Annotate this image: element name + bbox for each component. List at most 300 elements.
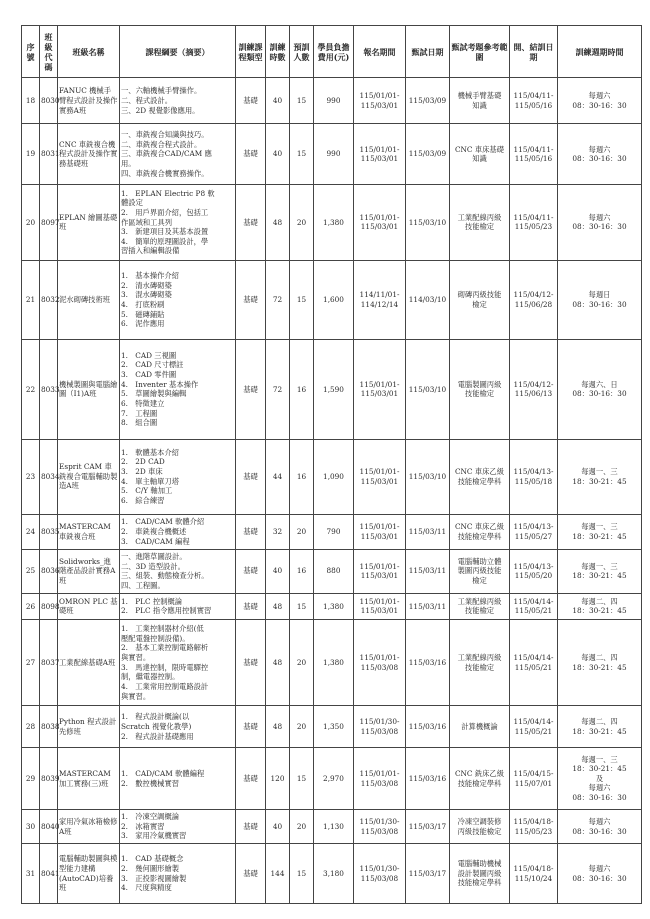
syllabus (120, 810, 236, 844)
exam-scope-line: 電腦輔助立體 (457, 556, 502, 566)
schedule-line: 18：30-21：45 (572, 764, 627, 774)
course-type: 基礎 (236, 260, 266, 340)
exam-scope-line: CNC 車床乙級 (454, 522, 505, 532)
exam-scope-line: 技能檢定 (464, 389, 495, 399)
registration-line: 115/03/08 (360, 873, 399, 883)
exam-scope-line: 技能檢定學科 (457, 878, 502, 888)
class-name: Solidworks_進階產品設計實務A班 (58, 549, 120, 593)
registration-period (354, 706, 406, 748)
training-period-line: 115/04/15- (513, 768, 554, 778)
table-row (22, 748, 642, 810)
training-period-line: 115/05/21 (514, 662, 553, 672)
training-period (510, 439, 558, 514)
registration-line: 114/11/01- (359, 290, 400, 300)
header-no: 序號 (22, 26, 40, 78)
training-period-line: 115/04/12- (513, 379, 554, 389)
syllabus-line: 5. 草圖繪製與編輯 (121, 389, 187, 399)
class-code: 8030 (40, 78, 58, 124)
syllabus-line: 2. 冰箱實習 (121, 821, 165, 831)
header-trainees: 預訓人數 (290, 26, 314, 78)
registration-line: 115/01/30- (359, 717, 400, 727)
syllabus-line: 2. 用戶界面介紹，包括工 (121, 207, 209, 217)
syllabus-line: 三、組裝、動態檢查分析。 (121, 571, 209, 581)
registration-line: 115/03/01 (360, 100, 399, 110)
trainee-count: 16 (290, 439, 314, 514)
training-period-line: 115/04/11- (513, 212, 554, 222)
schedule-line: 18：30-21：45 (572, 531, 627, 541)
header-name: 班級名稱 (58, 26, 120, 78)
syllabus-line: 4. 打底粉刷 (121, 299, 165, 309)
registration-line: 115/03/08 (360, 778, 399, 788)
registration-line: 115/01/01- (359, 212, 400, 222)
schedule-line: 每週一、三 (581, 754, 618, 764)
registration-line: 114/12/14 (360, 299, 399, 309)
registration-period (354, 185, 406, 261)
table-row (22, 549, 642, 593)
exam-scope (450, 620, 510, 706)
training-period-line: 115/04/14- (513, 596, 554, 606)
syllabus-line: 1. 工業控制器材介紹(低 (121, 624, 204, 634)
trainee-count: 16 (290, 340, 314, 439)
training-hours: 32 (266, 514, 290, 549)
table-row (22, 185, 642, 261)
exam-date: 115/03/10 (406, 439, 450, 514)
trainee-count: 15 (290, 844, 314, 904)
class-name: EPLAN 繪圖基礎班 (58, 185, 120, 261)
trainee-fee: 1,090 (314, 439, 354, 514)
class-name: MASTERCAM 車銑複合班 (58, 514, 120, 549)
schedule-line: 每週日 (588, 290, 611, 300)
trainee-count: 20 (290, 706, 314, 748)
training-period-line: 115/05/23 (514, 222, 553, 232)
class-code: 8097 (40, 185, 58, 261)
schedule-line: 08：30-16：30 (572, 793, 627, 803)
syllabus-line: 1. EPLAN Electric P8 軟 (121, 188, 215, 198)
schedule-line: 08：30-16：30 (572, 222, 627, 232)
table-row (22, 439, 642, 514)
registration-line: 115/01/30- (359, 864, 400, 873)
training-period-line: 115/04/13- (513, 522, 554, 532)
table-row (22, 593, 642, 620)
trainee-count: 16 (290, 549, 314, 593)
training-period (510, 593, 558, 620)
trainee-fee: 880 (314, 549, 354, 593)
registration-line: 115/01/30- (359, 817, 400, 827)
trainee-count: 15 (290, 593, 314, 620)
syllabus-line: 一、進階草圖設計。 (121, 552, 187, 562)
registration-line: 115/01/01- (359, 561, 400, 571)
training-hours: 48 (266, 185, 290, 261)
schedule-line: 每週一、三 (581, 561, 618, 571)
training-hours: 48 (266, 593, 290, 620)
training-schedule (558, 620, 642, 706)
training-period-line: 115/05/21 (514, 606, 553, 616)
class-name: MASTERCAM 加工實務(三)班 (58, 748, 120, 810)
exam-scope-line: 工業配線丙級 (457, 596, 502, 606)
trainee-fee: 990 (314, 124, 354, 185)
exam-date: 114/03/10 (406, 260, 450, 340)
syllabus-line: 1. CAD/CAM 軟體編程 (121, 768, 205, 778)
row-no: 21 (22, 260, 40, 340)
syllabus-line: 一、六軸機械手臂操作。 (121, 86, 202, 96)
syllabus (120, 78, 236, 124)
class-code: 8098 (40, 593, 58, 620)
syllabus-line: 制，繼電器控制。 (121, 672, 180, 682)
header-reg-period: 報名期間 (354, 26, 406, 78)
registration-period (354, 810, 406, 844)
registration-line: 115/03/01 (360, 531, 399, 541)
trainee-count: 20 (290, 514, 314, 549)
training-period (510, 185, 558, 261)
class-code: 8036 (40, 549, 58, 593)
training-period-line: 115/04/18- (513, 864, 554, 873)
course-type: 基礎 (236, 748, 266, 810)
course-type: 基礎 (236, 185, 266, 261)
syllabus-line: 8. 組合圖 (121, 418, 158, 428)
syllabus-line: 5. 磁磚鋪貼 (121, 309, 165, 319)
registration-line: 115/03/08 (360, 726, 399, 736)
exam-scope-line: 知識 (472, 100, 487, 110)
row-no: 22 (22, 340, 40, 439)
training-hours: 40 (266, 810, 290, 844)
class-code: 8035 (40, 514, 58, 549)
registration-line: 115/03/08 (360, 826, 399, 836)
trainee-fee: 1,590 (314, 340, 354, 439)
trainee-count: 15 (290, 78, 314, 124)
training-period-line: 115/10/24 (514, 873, 553, 883)
syllabus (120, 340, 236, 439)
header-fee: 學員負擔費用(元) (314, 26, 354, 78)
exam-date: 115/03/11 (406, 549, 450, 593)
exam-date: 115/03/11 (406, 593, 450, 620)
syllabus-line: 4. 簡單的原理圖設計，學 (121, 236, 209, 246)
syllabus-line: 6. 綜合練習 (121, 495, 165, 505)
class-name: 機械製圖與電腦繪圖（I1)A班 (58, 340, 120, 439)
trainee-fee: 3,180 (314, 844, 354, 904)
syllabus-line: 與實習。 (121, 691, 151, 701)
trainee-count: 20 (290, 810, 314, 844)
schedule-line: 08：30-16：30 (572, 826, 627, 836)
syllabus-line: 2. CAD 尺寸標註 (121, 360, 184, 370)
exam-scope-line: CNC 銑床乙級 (454, 768, 505, 778)
syllabus-line: 作區域和工具列 (121, 217, 173, 227)
exam-date: 115/03/17 (406, 810, 450, 844)
syllabus-line: 4. 尺度與精度 (121, 883, 172, 893)
class-name: Esprit CAM 車銑複合電腦輔助製造A班 (58, 439, 120, 514)
class-code: 8034 (40, 439, 58, 514)
exam-scope-line: 製圖丙級技能 (457, 566, 502, 576)
exam-date: 115/03/17 (406, 844, 450, 904)
table-row (22, 78, 642, 124)
training-period-line: 115/04/14- (513, 717, 554, 727)
schedule-line: 08：30-16：30 (572, 299, 627, 309)
table-row (22, 844, 642, 904)
training-period (510, 78, 558, 124)
syllabus-line: 習插入和編輯設備 (121, 246, 180, 256)
training-schedule (558, 260, 642, 340)
training-period-line: 115/06/28 (514, 299, 553, 309)
schedule-line: 每週六 (588, 817, 611, 827)
header-row (22, 26, 642, 78)
training-period (510, 260, 558, 340)
registration-line: 115/01/01- (359, 379, 400, 389)
exam-scope-line: 電腦輔助機械 (457, 859, 502, 869)
exam-scope-line: 檢定 (472, 576, 487, 586)
row-no: 30 (22, 810, 40, 844)
trainee-fee: 1,380 (314, 185, 354, 261)
exam-scope (450, 340, 510, 439)
training-schedule (558, 844, 642, 904)
training-schedule (558, 514, 642, 549)
syllabus-line: 7. 工程圖 (121, 408, 158, 418)
training-period-line: 115/05/16 (514, 100, 553, 110)
syllabus-line: 二、3D 造型設計。 (121, 561, 185, 571)
syllabus (120, 620, 236, 706)
class-code: 8031 (40, 124, 58, 185)
syllabus-line: 2. 數控機械實習 (121, 778, 180, 788)
trainee-fee: 1,130 (314, 810, 354, 844)
registration-period (354, 124, 406, 185)
exam-scope (450, 260, 510, 340)
syllabus-line: 壓配電盤控制設備)。 (121, 633, 190, 643)
row-no: 20 (22, 185, 40, 261)
exam-date: 115/03/09 (406, 78, 450, 124)
header-schedule: 訓練週期時間 (558, 26, 642, 78)
syllabus-line: 2. PLC 指令應用控制實習 (121, 606, 212, 616)
class-name: 家用冷氣冰箱檢修A班 (58, 810, 120, 844)
table-body (22, 78, 642, 904)
syllabus-line: 1. 軟體基本介紹 (121, 447, 180, 457)
registration-line: 115/03/01 (360, 606, 399, 616)
exam-scope-line: 技能檢定 (464, 222, 495, 232)
syllabus (120, 514, 236, 549)
training-schedule (558, 340, 642, 439)
header-exam-date: 甄試日期 (406, 26, 450, 78)
syllabus-line: 2. 基本工業控制電路解析 (121, 643, 209, 653)
training-schedule (558, 549, 642, 593)
registration-line: 115/01/01- (359, 522, 400, 532)
class-name: FANUC 機械手臂程式設計及操作實務A班 (58, 78, 120, 124)
exam-scope-line: 計算機概論 (461, 721, 498, 731)
syllabus-line: 3. 家用冷氣機實習 (121, 831, 187, 841)
class-name: 泥水砌磚技術班 (58, 260, 120, 340)
class-name: Python 程式設計先修班 (58, 706, 120, 748)
registration-period (354, 439, 406, 514)
training-period (510, 748, 558, 810)
schedule-line: 18：30-21：45 (572, 606, 627, 616)
registration-line: 115/03/01 (360, 389, 399, 399)
syllabus-line: 4. 工業常用控制電路設計 (121, 681, 209, 691)
exam-scope (450, 810, 510, 844)
row-no: 19 (22, 124, 40, 185)
training-hours: 48 (266, 620, 290, 706)
syllabus (120, 549, 236, 593)
training-period (510, 124, 558, 185)
class-code: 8039 (40, 748, 58, 810)
schedule-line: 每週六 (588, 212, 611, 222)
header-hours: 訓練時數 (266, 26, 290, 78)
exam-date: 115/03/11 (406, 514, 450, 549)
exam-scope-line: 工業配線丙級 (457, 653, 502, 663)
course-type: 基礎 (236, 810, 266, 844)
schedule-line: 每週六 (588, 783, 611, 793)
syllabus-line: 三、2D 視覺影像應用。 (121, 105, 200, 115)
registration-line: 115/01/01- (359, 653, 400, 663)
table-row (22, 514, 642, 549)
row-no: 26 (22, 593, 40, 620)
training-period (510, 810, 558, 844)
training-hours: 44 (266, 439, 290, 514)
syllabus-line: 4. Inventer 基本操作 (121, 379, 199, 389)
table-row (22, 620, 642, 706)
syllabus-line: 1. CAD 三視圖 (121, 350, 177, 360)
syllabus-line: 2. 清水磚砌築 (121, 280, 172, 290)
class-code: 8033 (40, 340, 58, 439)
training-schedule (558, 593, 642, 620)
trainee-count: 15 (290, 124, 314, 185)
training-period-line: 115/04/13- (513, 466, 554, 476)
training-period-line: 115/05/16 (514, 154, 553, 164)
table-row (22, 810, 642, 844)
training-period (510, 514, 558, 549)
schedule-line: 08：30-16：30 (572, 100, 627, 110)
trainee-count: 20 (290, 620, 314, 706)
syllabus (120, 439, 236, 514)
schedule-line: 每週六 (588, 144, 611, 154)
exam-scope-line: 電腦製圖丙級 (457, 379, 502, 389)
schedule-line: 每週一、三 (581, 466, 618, 476)
schedule-line: 18：30-21：45 (572, 571, 627, 581)
row-no: 23 (22, 439, 40, 514)
schedule-line: 08：30-16：30 (572, 389, 627, 399)
syllabus (120, 844, 236, 904)
exam-scope (450, 514, 510, 549)
training-period-line: 115/04/18- (513, 817, 554, 827)
course-type: 基礎 (236, 124, 266, 185)
syllabus-line: 1. 基本操作介紹 (121, 271, 180, 280)
training-period (510, 706, 558, 748)
exam-scope-line: 機械手臂基礎 (457, 91, 502, 101)
header-type: 訓練課程類型 (236, 26, 266, 78)
registration-line: 115/03/01 (360, 476, 399, 486)
course-type: 基礎 (236, 593, 266, 620)
syllabus-line: 3. 新建項目及其基本設置 (121, 227, 209, 237)
registration-period (354, 620, 406, 706)
exam-date: 115/03/16 (406, 706, 450, 748)
schedule-line: 18：30-21：45 (572, 476, 627, 486)
syllabus-line: 與實習。 (121, 653, 151, 663)
exam-scope (450, 549, 510, 593)
registration-period (354, 260, 406, 340)
trainee-fee: 790 (314, 514, 354, 549)
exam-scope-line: 砌磚丙級技能 (457, 290, 502, 300)
class-code: 8038 (40, 706, 58, 748)
table-row (22, 124, 642, 185)
syllabus-line: 3. 2D 車床 (121, 466, 163, 476)
trainee-fee: 1,380 (314, 593, 354, 620)
trainee-count: 20 (290, 185, 314, 261)
row-no: 29 (22, 748, 40, 810)
registration-line: 115/03/01 (360, 571, 399, 581)
schedule-line: 每週六 (588, 864, 611, 873)
course-type: 基礎 (236, 514, 266, 549)
trainee-fee: 990 (314, 78, 354, 124)
registration-line: 115/01/01- (359, 596, 400, 606)
training-schedule (558, 185, 642, 261)
schedule-line: 每週二、四 (581, 717, 618, 727)
registration-line: 115/01/01- (359, 144, 400, 154)
training-hours: 72 (266, 340, 290, 439)
syllabus-line: 1. CAD 基礎概念 (121, 854, 184, 864)
training-schedule (558, 748, 642, 810)
exam-scope (450, 844, 510, 904)
syllabus-line: 6. 特徵建立 (121, 398, 165, 408)
registration-period (354, 844, 406, 904)
row-no: 28 (22, 706, 40, 748)
exam-scope-line: 技能檢定 (464, 662, 495, 672)
syllabus-line: Scratch 視覺化教學) (121, 721, 192, 731)
class-name: CNC 車銑複合機程式設計及操作實務基礎班 (58, 124, 120, 185)
training-hours: 40 (266, 78, 290, 124)
exam-date: 115/03/16 (406, 748, 450, 810)
registration-period (354, 78, 406, 124)
header-open-close: 開、結訓日期 (510, 26, 558, 78)
training-hours: 48 (266, 706, 290, 748)
syllabus-line: 3. 馬達控制，限時電驛控 (121, 662, 209, 672)
syllabus-line: 1. 冷凍空調概論 (121, 812, 180, 822)
syllabus-line: 3. CAD 零件圖 (121, 370, 177, 380)
trainee-count: 15 (290, 748, 314, 810)
exam-date: 115/03/16 (406, 620, 450, 706)
syllabus (120, 593, 236, 620)
syllabus (120, 748, 236, 810)
syllabus-line: 三、車銑複合CAD/CAM 應 (121, 149, 212, 159)
exam-scope (450, 706, 510, 748)
exam-scope-line: 技能檢定 (464, 606, 495, 616)
training-period-line: 115/04/11- (513, 144, 554, 154)
syllabus-line: 四、工程圖。 (121, 580, 165, 590)
syllabus-line: 1. CAD/CAM 軟體介紹 (121, 517, 205, 527)
exam-scope-line: CNC 車床基礎 (454, 144, 505, 154)
row-no: 24 (22, 514, 40, 549)
registration-period (354, 549, 406, 593)
header-code: 班級代碼 (40, 26, 58, 78)
class-code: 8040 (40, 810, 58, 844)
class-name: OMRON PLC 基礎班 (58, 593, 120, 620)
registration-line: 115/01/01- (359, 91, 400, 101)
schedule-line: 每週二、四 (581, 653, 618, 663)
row-no: 25 (22, 549, 40, 593)
class-code: 8037 (40, 620, 58, 706)
syllabus-line: 二、車銑複合程式設計。 (121, 139, 202, 149)
registration-line: 115/03/08 (360, 662, 399, 672)
exam-scope (450, 593, 510, 620)
exam-scope-line: CNC 車床乙級 (454, 466, 505, 476)
trainee-fee: 1,350 (314, 706, 354, 748)
table-row (22, 706, 642, 748)
training-hours: 144 (266, 844, 290, 904)
registration-period (354, 514, 406, 549)
exam-scope-line: 冷凍空調裝修 (457, 817, 502, 827)
schedule-line: 18：30-21：45 (572, 726, 627, 736)
registration-line: 115/03/01 (360, 222, 399, 232)
class-code: 8041 (40, 844, 58, 904)
schedule-line: 每週二、四 (581, 596, 618, 606)
syllabus-line: 2. 幾何圖形繪製 (121, 864, 180, 873)
exam-scope (450, 78, 510, 124)
trainee-fee: 2,970 (314, 748, 354, 810)
registration-period (354, 340, 406, 439)
